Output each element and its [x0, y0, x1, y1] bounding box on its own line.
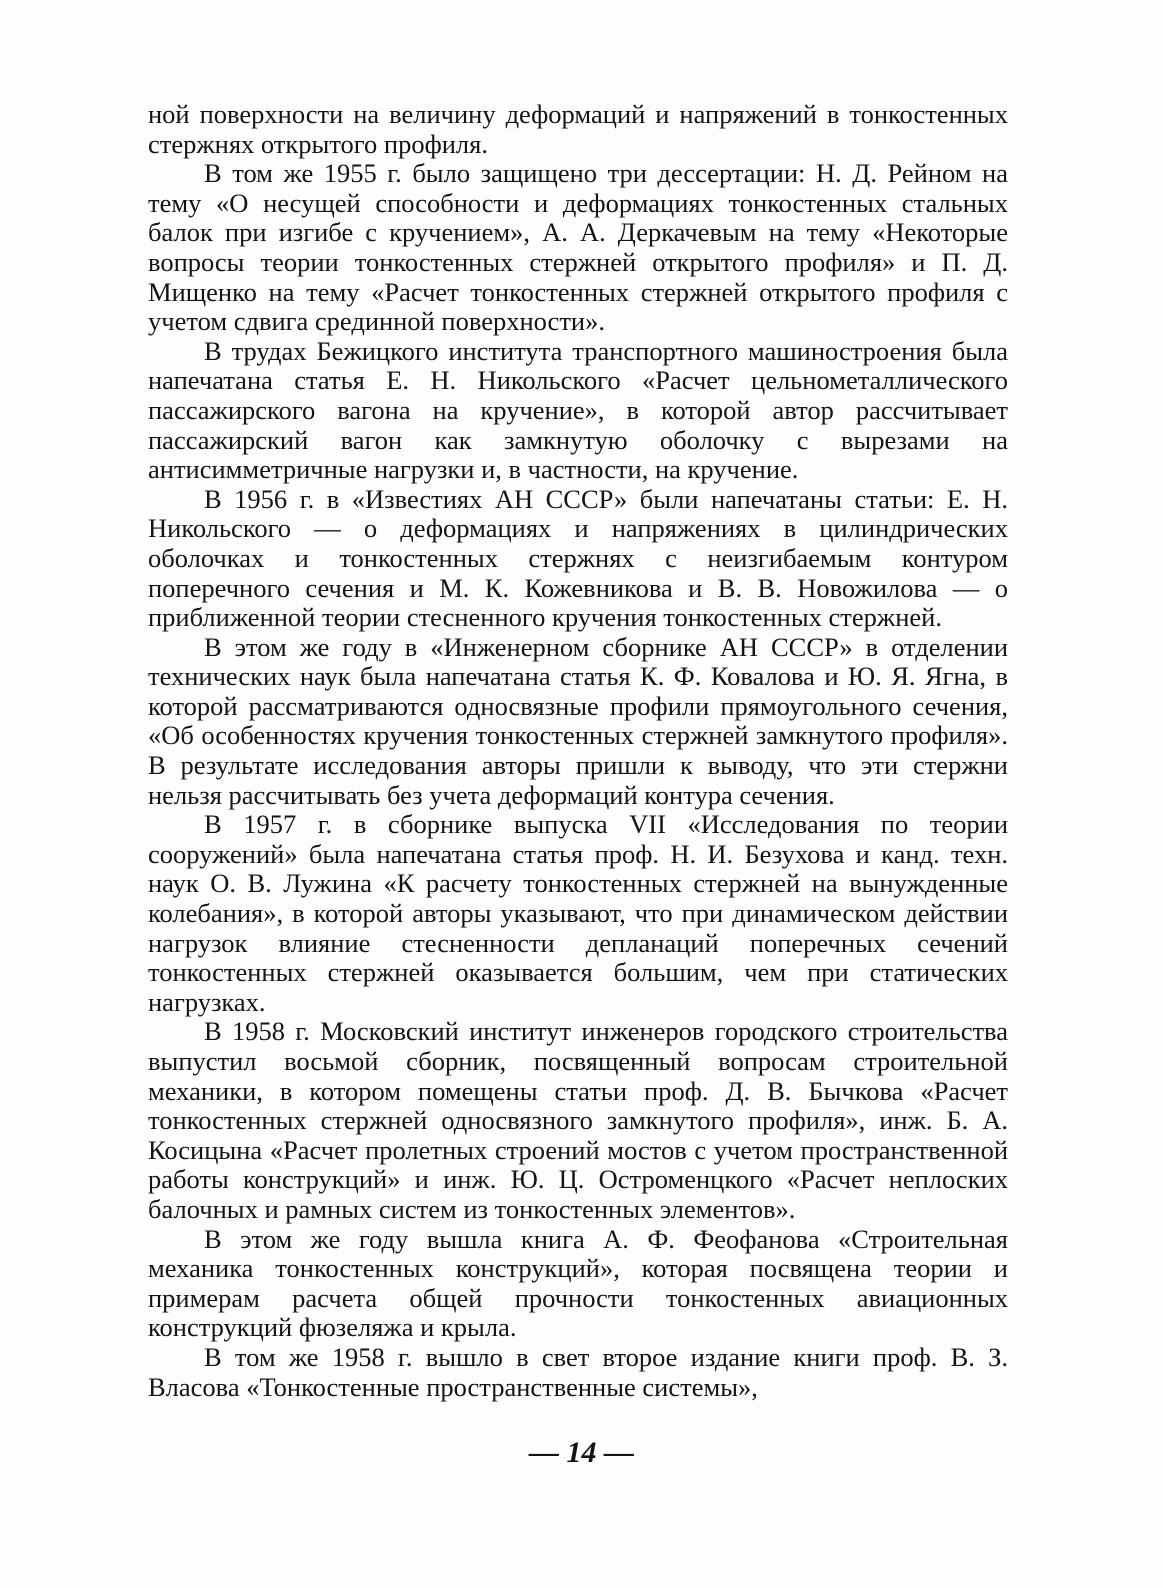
- paragraph-continuation: ной поверхности на величину деформаций и напряжений в тонкостенных стержнях открытого профиля.: [148, 99, 1008, 159]
- paragraph-vlasov-book: В том же 1958 г. вышло в свет второе издание книги проф. В. З. Власова «Тонкостенные пространственные системы»,: [148, 1341, 1008, 1402]
- paragraph-izvestiya-1956: В 1956 г. в «Известиях АН СССР» были напечатаны статьи: Е. Н. Никольского — о деформациях и напряжениях в цилиндрических оболочках и тонкостенных стержнях с неизгибаемым контуром поперечного сечения и М. К. Кожевникова и В. В. Новожилова — о приближенной теории стесненного кручения тонкостенных стержней.: [148, 483, 1008, 633]
- body-text: [148, 100, 1008, 1402]
- paragraph-bezhitsa-institute: В трудах Бежицкого института транспортного машиностроения была напечатана статья Е. Н. Никольского «Расчет цельнометаллического пассажирского вагона на кручение», в которой автор рассчитывает пассажирский вагон как замкнутую оболочку с вырезами на антисимметричные нагрузки и, в частности, на кручение.: [148, 335, 1008, 485]
- paragraph-research-1957: В 1957 г. в сборнике выпуска VII «Исследования по теории сооружений» была напечатана статья проф. Н. И. Безухова и канд. техн. наук О. В. Лужина «К расчету тонкостенных стержней на вынужденные колебания», в которой авторы указывают, что при динамическом действии нагрузок влияние стесненности депланаций поперечных сечений тонкостенных стержней оказывается большим, чем при статических нагрузках.: [148, 809, 1008, 1017]
- paragraph-feofanov-book: В этом же году вышла книга А. Ф. Феофанова «Строительная механика тонкостенных конструкций», которая посвящена теории и примерам расчета общей прочности тонкостенных авиационных конструкций фюзеляжа и крыла.: [148, 1223, 1008, 1343]
- page-number: — 14 —: [529, 1436, 634, 1469]
- paragraph-dissertations-1955: В том же 1955 г. было защищено три дессертации: Н. Д. Рейном на тему «О несущей способности и деформациях тонкостенных стальных балок при изгибе с кручением», А. А. Деркачевым на тему «Некоторые вопросы теории тонкостенных стержней открытого профиля» и П. Д. Мищенко на тему «Расчет тонкостенных стержней открытого профиля с учетом сдвига срединной поверхности».: [148, 158, 1008, 337]
- paragraph-engineering-collection: В этом же году в «Инженерном сборнике АН СССР» в отделении технических наук была напечатана статья К. Ф. Ковалова и Ю. Я. Ягна, в которой рассматриваются односвязные профили прямоугольного сечения, «Об особенностях кручения тонкостенных стержней замкнутого профиля». В результате исследования авторы пришли к выводу, что эти стержни нельзя рассчитывать без учета деформаций контура сечения.: [148, 631, 1008, 810]
- paragraph-moscow-institute-1958: В 1958 г. Московский институт инженеров городского строительства выпустил восьмой сборник, посвященный вопросам строительной механики, в котором помещены статьи проф. Д. В. Бычкова «Расчет тонкостенных стержней односвязного замкнутого профиля», инж. Б. А. Косицына «Расчет пролетных строений мостов с учетом пространственной работы конструкций» и инж. Ю. Ц. Остроменцкого «Расчет неплоских балочных и рамных систем из тонкостенных элементов».: [148, 1016, 1008, 1224]
